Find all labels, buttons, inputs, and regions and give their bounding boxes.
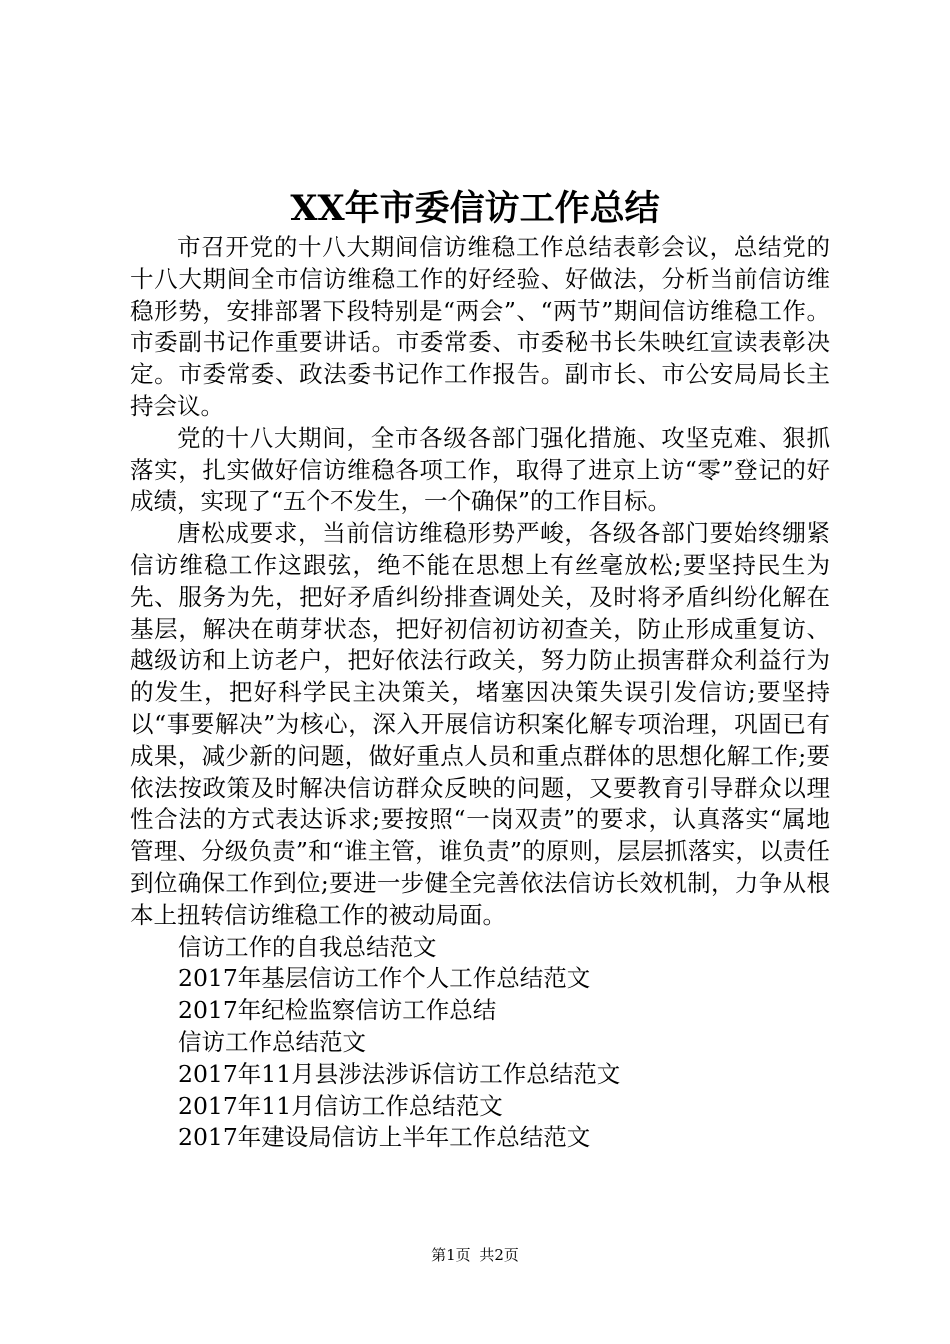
document-body <box>130 232 830 1154</box>
related-link-1[interactable]: 信访工作的自我总结范文 <box>178 932 437 961</box>
related-link-6[interactable]: 2017年11月信访工作总结范文 <box>178 1091 503 1120</box>
paragraph-2: 党的十八大期间，全市各级各部门强化措施、攻坚克难、狠抓落实，扎实做好信访维稳各项工作，取得了进京上访“零”登记的好成绩，实现了“五个不发生，一个确保”的工作目标。 <box>130 423 830 516</box>
document-title: XX年市委信访工作总结 <box>290 188 660 229</box>
related-links-list <box>130 932 830 1155</box>
related-link-2[interactable]: 2017年基层信访工作个人工作总结范文 <box>178 964 591 993</box>
page-total: 共2页 <box>479 1246 519 1264</box>
page-number: 第1页 <box>431 1246 471 1264</box>
paragraph-1: 市召开党的十八大期间信访维稳工作总结表彰会议，总结党的十八大期间全市信访维稳工作的好经验、好做法，分析当前信访维稳形势，安排部署下段特别是“两会”、“两节”期间信访维稳工作。市委副书记作重要讲话。市委常委、市委秘书长朱映红宣读表彰决定。市委常委、政法委书记作工作报告。副市长、市公安局局长主持会议。 <box>130 233 830 420</box>
related-link-5[interactable]: 2017年11月县涉法涉诉信访工作总结范文 <box>178 1059 621 1088</box>
page-footer <box>0 1244 950 1266</box>
paragraph-3: 唐松成要求，当前信访维稳形势严峻，各级各部门要始终绷紧信访维稳工作这跟弦，绝不能在思想上有丝毫放松;要坚持民生为先、服务为先，把好矛盾纠纷排查调处关，及时将矛盾纠纷化解在基层，解决在萌芽状态，把好初信初访初查关，防止形成重复访、越级访和上访老户，把好依法行政关，努力防止损害群众利益行为的发生，把好科学民主决策关，堵塞因决策失误引发信访;要坚持以“事要解决”为核心，深入开展信访积案化解专项治理，巩固已有成果，减少新的问题，做好重点人员和重点群体的思想化解工作;要依法按政策及时解决信访群众反映的问题，又要教育引导群众以理性合法的方式表达诉求;要按照“一岗双责”的要求，认真落实“属地管理、分级负责”和“谁主管，谁负责”的原则，层层抓落实，以责任到位确保工作到位;要进一步健全完善依法信访长效机制，力争从根本上扭转信访维稳工作的被动局面。 <box>130 519 830 929</box>
related-link-7[interactable]: 2017年建设局信访上半年工作总结范文 <box>178 1123 591 1152</box>
related-link-3[interactable]: 2017年纪检监察信访工作总结 <box>178 996 497 1025</box>
related-link-4[interactable]: 信访工作总结范文 <box>178 1027 366 1056</box>
